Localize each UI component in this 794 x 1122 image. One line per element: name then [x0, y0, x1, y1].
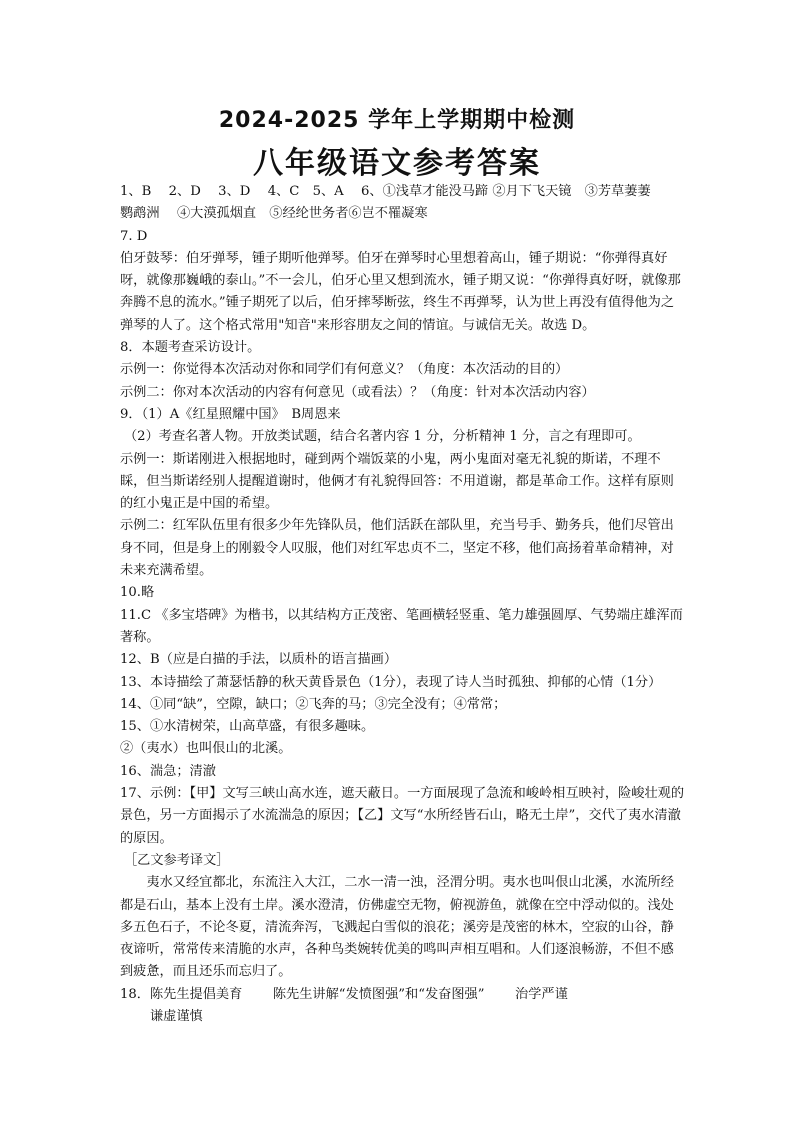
answer-q17: 17、示例：【甲】文写三峡山高水连，遮天蔽日。一方面展现了急流和峻岭相互映衬，险峻壮观的景色，另一方面揭示了水流湍急的原因；【乙】文写“水所经皆石山，略无土岸”，交代了夷水清澈的原因。: [120, 786, 685, 846]
translation-text: 夷水又经宜都北，东流注入大江，二水一清一浊，泾渭分明。夷水也叫佷山北溪，水流所经都是石山，基本上没有土岸。溪水澄清，仿佛虚空无物，俯视游鱼，就像在空中浮动似的。浅处多五色石子，不论冬夏，清流奔泻，飞溅起白雪似的浪花；溪旁是茂密的林木，空寂的山谷，静夜谛听，常常传来清脆的水声，各种鸟类婉转优美的鸣叫声相互唱和。人们逐浪畅游，不但不感到疲惫，而且还乐而忘归了。: [120, 875, 674, 980]
answer-q18: [120, 984, 685, 1029]
answer-q18-line1: 18．陈先生提倡美育 陈先生讲解“发愤图强”和“发奋图强” 治学严谨: [120, 986, 568, 1002]
answer-q11: 11.C 《多宝塔碑》为楷书，以其结构方正茂密、笔画横轻竖重、笔力雄强圆厚、气势端庄雄浑而著称。: [120, 607, 683, 645]
answer-q9-example1: 示例一：斯诺刚进入根据地时，碰到两个端饭菜的小鬼，两小鬼面对毫无礼貌的斯诺，不理不睬，但当斯诺经别人提醒道谢时，他俩才有礼貌得回答：不用道谢，都是革命工作。这样有原则的红小鬼正是中国的希望。: [120, 451, 674, 512]
answer-q14: 14、①同“缺”，空隙，缺口；②飞奔的马；③完全没有；④常常；: [120, 696, 507, 712]
answer-key-title: 八年级语文参考答案: [253, 146, 541, 181]
answer-q8-example2: 示例二：你对本次活动的内容有何意见（或看法）？（角度：针对本次活动内容）: [120, 384, 595, 400]
answer-q9-example2: 示例二：红军队伍里有很多少年先锋队员，他们活跃在部队里，充当号手、勤务兵，他们尽管出身不同，但是身上的刚毅令人叹服，他们对红军忠贞不二，坚定不移，他们高扬着革命精神，对未来充满希望。: [120, 518, 674, 579]
answer-q15-line2: ②（夷水）也叫佷山的北溪。: [120, 741, 292, 757]
answer-q10: 10.略: [120, 585, 155, 601]
answer-q16: 16、湍急；清澈: [120, 763, 216, 779]
answer-q9-part2: （2）考查名著人物。开放类试题，结合名著内容 1 分，分析精神 1 分，言之有理即可。: [124, 429, 641, 445]
answer-q13: 13、本诗描绘了萧瑟恬静的秋天黄昏景色（1分），表现了诗人当时孤独、抑郁的心情（1分）: [120, 674, 662, 690]
answer-q7-label: 7. D: [120, 228, 148, 244]
answer-q8-example1: 示例一：你觉得本次活动对你和同学们有何意义？（角度：本次活动的目的）: [120, 362, 569, 378]
answer-q1-6-line1: 1、B 2、D 3、D 4、C 5、A 6、①浅草才能没马蹄 ②月下飞天镜 ③芳草萋萋: [120, 184, 651, 199]
answer-q7-explanation: 伯牙鼓琴：伯牙弹琴，锺子期听他弹琴。伯牙在弹琴时心里想着高山，锺子期说：“你弹得真好呀，就像那巍峨的泰山。”不一会儿，伯牙心里又想到流水，锺子期又说：“你弹得真好呀，就像那奔腾不息的流水。”锺子期死了以后，伯牙摔琴断弦，终生不再弹琴，认为世上再没有值得他为之弹琴的人了。这个格式常用"知音"来形容朋友之间的情谊。与诚信无关。故选 D。: [120, 250, 681, 333]
answer-q15-line1: 15、①水清树荣，山高草盛，有很多趣味。: [120, 719, 375, 735]
answer-q12: 12、B（应是白描的手法，以质朴的语言描画）: [120, 652, 398, 668]
answer-q1-6-line2: 鹦鹉洲 ④大漠孤烟直 ⑤经纶世务者⑥岂不罹凝寒: [120, 206, 428, 222]
translation-label: ［乙文参考译文］: [124, 852, 230, 868]
answer-content: [120, 181, 685, 1028]
answer-q9-part1: 9．（1）A《红星照耀中国》 B周恩来: [120, 406, 341, 422]
exam-title: 2024-2025 学年上学期期中检测: [218, 108, 576, 133]
answer-q18-line2: 谦虚谨慎: [150, 1008, 203, 1024]
answer-q8-label: 8．本题考查采访设计。: [120, 340, 261, 356]
answer-q1-6: [120, 181, 685, 226]
